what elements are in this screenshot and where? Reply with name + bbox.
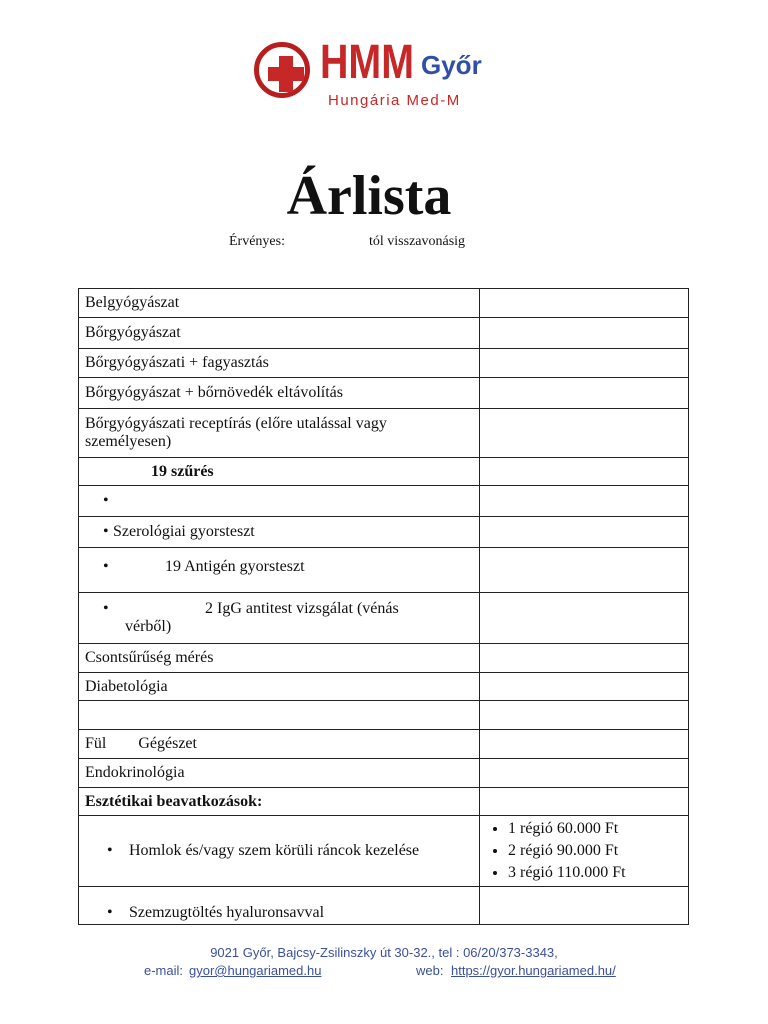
price-item: • 1 régió 60.000 Ft bbox=[508, 818, 682, 840]
price-item: • 3 régió 110.000 Ft bbox=[508, 862, 682, 884]
service-name: Diabetológia bbox=[79, 673, 480, 701]
table-row bbox=[79, 730, 689, 759]
service-name: • 19 Antigén gyorsteszt bbox=[79, 548, 480, 593]
price-table bbox=[78, 288, 689, 925]
logo-brand: HMM bbox=[320, 36, 415, 89]
price-cell bbox=[480, 730, 689, 759]
table-row bbox=[79, 349, 689, 378]
service-name: Fül Gégészet bbox=[79, 730, 480, 759]
web-link[interactable]: https://gyor.hungariamed.hu/ bbox=[451, 963, 616, 978]
logo-subtitle: Hungária Med-M bbox=[328, 92, 461, 109]
service-name-line2: személyesen) bbox=[85, 433, 172, 450]
price-cell bbox=[480, 378, 689, 409]
service-name bbox=[79, 409, 480, 458]
table-row bbox=[79, 378, 689, 409]
price-cell bbox=[480, 458, 689, 486]
medical-cross-icon bbox=[254, 42, 310, 98]
web-label: web: bbox=[416, 963, 444, 978]
table-row bbox=[79, 318, 689, 349]
price-cell bbox=[480, 517, 689, 548]
table-row bbox=[79, 593, 689, 644]
price-cell bbox=[480, 759, 689, 788]
service-name: Endokrinológia bbox=[79, 759, 480, 788]
logo-city: Győr bbox=[421, 50, 482, 80]
price-cell bbox=[480, 486, 689, 517]
table-row bbox=[79, 759, 689, 788]
service-name: • 2 IgG antitest vizsgálat (vénás vérből) bbox=[79, 593, 480, 644]
service-name: • Szerológiai gyorsteszt bbox=[79, 517, 480, 548]
section-heading: Esztétikai beavatkozások: bbox=[79, 788, 480, 816]
service-name: Bőrgyógyászat bbox=[79, 318, 480, 349]
price-cell bbox=[480, 289, 689, 318]
email-link[interactable]: gyor@hungariamed.hu bbox=[189, 963, 322, 978]
bullet-icon: • bbox=[107, 904, 113, 921]
service-name: • Homlok és/vagy szem körüli ráncok kezelése bbox=[79, 816, 480, 887]
price-cell bbox=[480, 788, 689, 816]
price-cell bbox=[480, 409, 689, 458]
service-name-line1: Bőrgyógyászati receptírás (előre utalással vagy bbox=[85, 415, 387, 432]
service-name: Bőrgyógyászat + bőrnövedék eltávolítás bbox=[79, 378, 480, 409]
service-name: Bőrgyógyászati + fagyasztás bbox=[79, 349, 480, 378]
table-row bbox=[79, 458, 689, 486]
section-heading: 19 szűrés bbox=[79, 458, 480, 486]
bullet-icon: • bbox=[103, 600, 109, 617]
table-row bbox=[79, 701, 689, 730]
price-item: • 2 régió 90.000 Ft bbox=[508, 840, 682, 862]
price-cell bbox=[480, 318, 689, 349]
table-row bbox=[79, 788, 689, 816]
page-title: Árlista bbox=[286, 165, 452, 227]
service-name: • Szemzugtöltés hyaluronsavval bbox=[79, 887, 480, 925]
price-cell bbox=[480, 887, 689, 925]
table-row bbox=[79, 486, 689, 517]
price-list bbox=[486, 818, 682, 884]
table-row bbox=[79, 289, 689, 318]
service-name bbox=[79, 486, 480, 517]
bullet-icon: • bbox=[103, 523, 109, 540]
price-cell bbox=[480, 349, 689, 378]
table-row bbox=[79, 887, 689, 925]
bullet-icon: • bbox=[107, 842, 113, 859]
table-row bbox=[79, 816, 689, 887]
validity-suffix: tól visszavonásig bbox=[369, 234, 466, 249]
service-name: Csontsűrűség mérés bbox=[79, 644, 480, 673]
table-row bbox=[79, 644, 689, 673]
table-row bbox=[79, 409, 689, 458]
bullet-icon: • bbox=[103, 558, 109, 575]
price-cell bbox=[480, 644, 689, 673]
bullet-icon: • bbox=[103, 492, 109, 509]
price-cell bbox=[480, 673, 689, 701]
price-cell bbox=[480, 548, 689, 593]
email-label: e-mail: bbox=[144, 963, 184, 978]
price-cell bbox=[480, 701, 689, 730]
validity-label: Érvényes: bbox=[229, 234, 285, 249]
service-name: Belgyógyászat bbox=[79, 289, 480, 318]
footer-address: 9021 Győr, Bajcsy-Zsilinszky út 30-32., tel : 06/20/373-3343, bbox=[210, 945, 558, 960]
price-cell bbox=[480, 593, 689, 644]
company-logo bbox=[254, 36, 484, 110]
table-row bbox=[79, 548, 689, 593]
price-cell bbox=[480, 816, 689, 887]
service-name bbox=[79, 701, 480, 730]
table-row bbox=[79, 517, 689, 548]
table-row bbox=[79, 673, 689, 701]
